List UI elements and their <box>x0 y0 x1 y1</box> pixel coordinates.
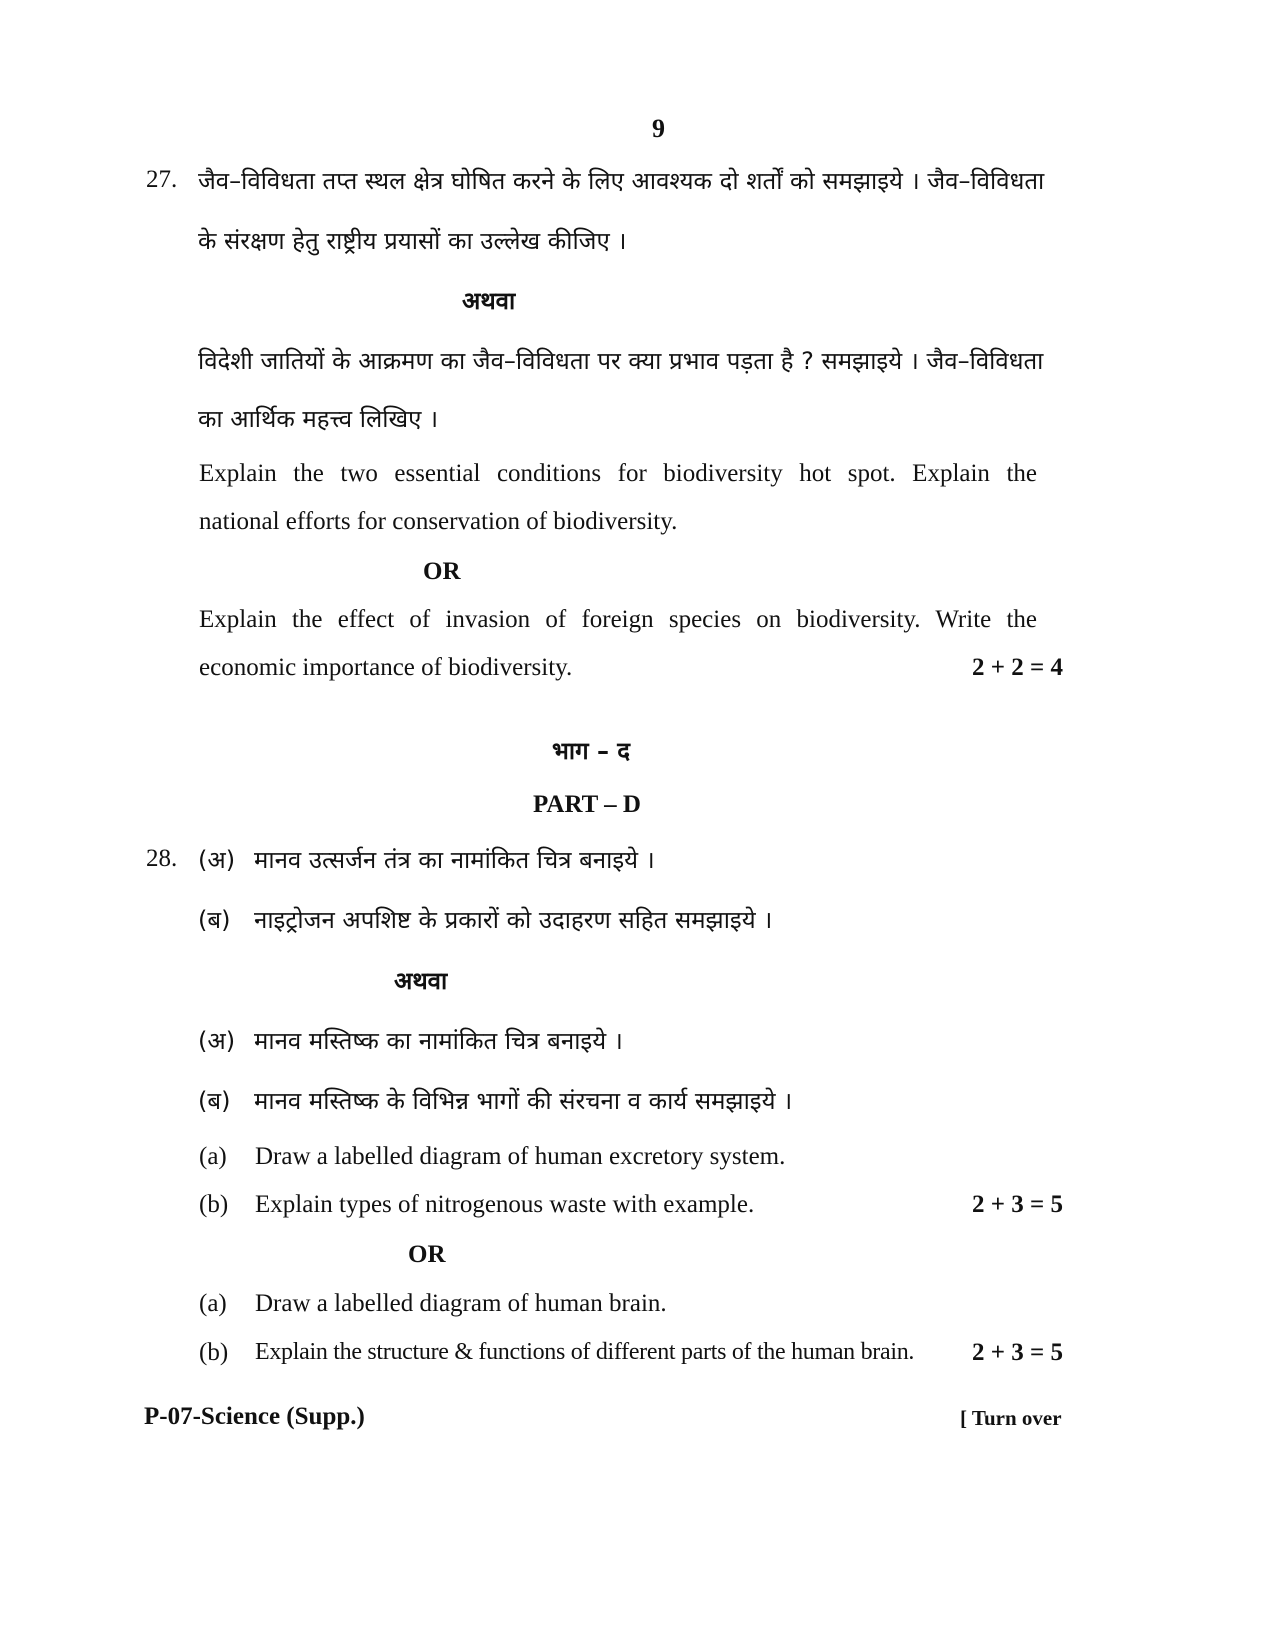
q27-hindi-alt-line2: का आर्थिक महत्त्व लिखिए । <box>198 405 439 433</box>
q27-eng-alt-line2: economic importance of biodiversity. <box>199 654 573 681</box>
q28-eng-b-text: Explain types of nitrogenous waste with example. <box>255 1191 755 1218</box>
q28-hindi-b-text: नाइट्रोजन अपशिष्ट के प्रकारों को उदाहरण सहित समझाइये । <box>254 906 773 934</box>
q28-hindi-b-label: (ब) <box>198 906 231 934</box>
q28-eng-a-text: Draw a labelled diagram of human excretory system. <box>255 1143 786 1170</box>
q27-eng-main-line2: national efforts for conservation of biodiversity. <box>199 508 678 535</box>
q28-marks-2: 2 + 3 = 5 <box>972 1339 1063 1366</box>
q28-hindi-alt-a-text: मानव मस्तिष्क का नामांकित चित्र बनाइये । <box>254 1027 623 1055</box>
q27-hindi-main-line2: के संरक्षण हेतु राष्ट्रीय प्रयासों का उल्लेख कीजिए । <box>198 227 627 255</box>
part-heading-hindi: भाग – द <box>552 737 631 765</box>
q27-eng-main-line1: Explain the two essential conditions for biodiversity hot spot. Explain the <box>199 460 1037 487</box>
page-number: 9 <box>652 114 665 143</box>
q28-hindi-alt-b-label: (ब) <box>198 1087 231 1115</box>
q28-eng-a-label: (a) <box>199 1143 227 1170</box>
q27-marks: 2 + 2 = 4 <box>972 654 1063 681</box>
q28-hindi-alt-b-text: मानव मस्तिष्क के विभिन्न भागों की संरचना व कार्य समझाइये । <box>254 1087 793 1115</box>
question-number-27: 27. <box>146 166 178 193</box>
q27-hindi-alt-line1: विदेशी जातियों के आक्रमण का जैव–विविधता पर क्या प्रभाव पड़ता है ? समझाइये । जैव–विविधता <box>198 347 1044 375</box>
q27-hindi-or: अथवा <box>462 287 516 315</box>
part-heading-english: PART – D <box>533 791 641 818</box>
q28-hindi-a-label: (अ) <box>198 846 236 874</box>
question-number-28: 28. <box>146 845 178 872</box>
q28-eng-or: OR <box>408 1241 446 1268</box>
q28-hindi-or: अथवा <box>394 967 448 995</box>
q28-eng-alt-a-label: (a) <box>199 1290 227 1317</box>
q28-eng-b-label: (b) <box>199 1191 229 1218</box>
q27-hindi-main-line1: जैव–विविधता तप्त स्थल क्षेत्र घोषित करने के लिए आवश्यक दो शर्तों को समझाइये । जैव–विविधता <box>198 167 1045 195</box>
q28-marks-1: 2 + 3 = 5 <box>972 1191 1063 1218</box>
q28-hindi-alt-a-label: (अ) <box>198 1027 236 1055</box>
q27-eng-or: OR <box>423 558 461 585</box>
footer-paper-code: P-07-Science (Supp.) <box>144 1403 365 1430</box>
q28-eng-alt-a-text: Draw a labelled diagram of human brain. <box>255 1290 667 1317</box>
q27-eng-alt-line1: Explain the effect of invasion of foreign species on biodiversity. Write the <box>199 606 1037 633</box>
q28-eng-alt-b-label: (b) <box>199 1339 229 1366</box>
footer-turn-over: [ Turn over <box>960 1406 1062 1430</box>
q28-eng-alt-b-text: Explain the structure & functions of different parts of the human brain. <box>255 1339 915 1365</box>
q28-hindi-a-text: मानव उत्सर्जन तंत्र का नामांकित चित्र बनाइये । <box>254 846 655 874</box>
